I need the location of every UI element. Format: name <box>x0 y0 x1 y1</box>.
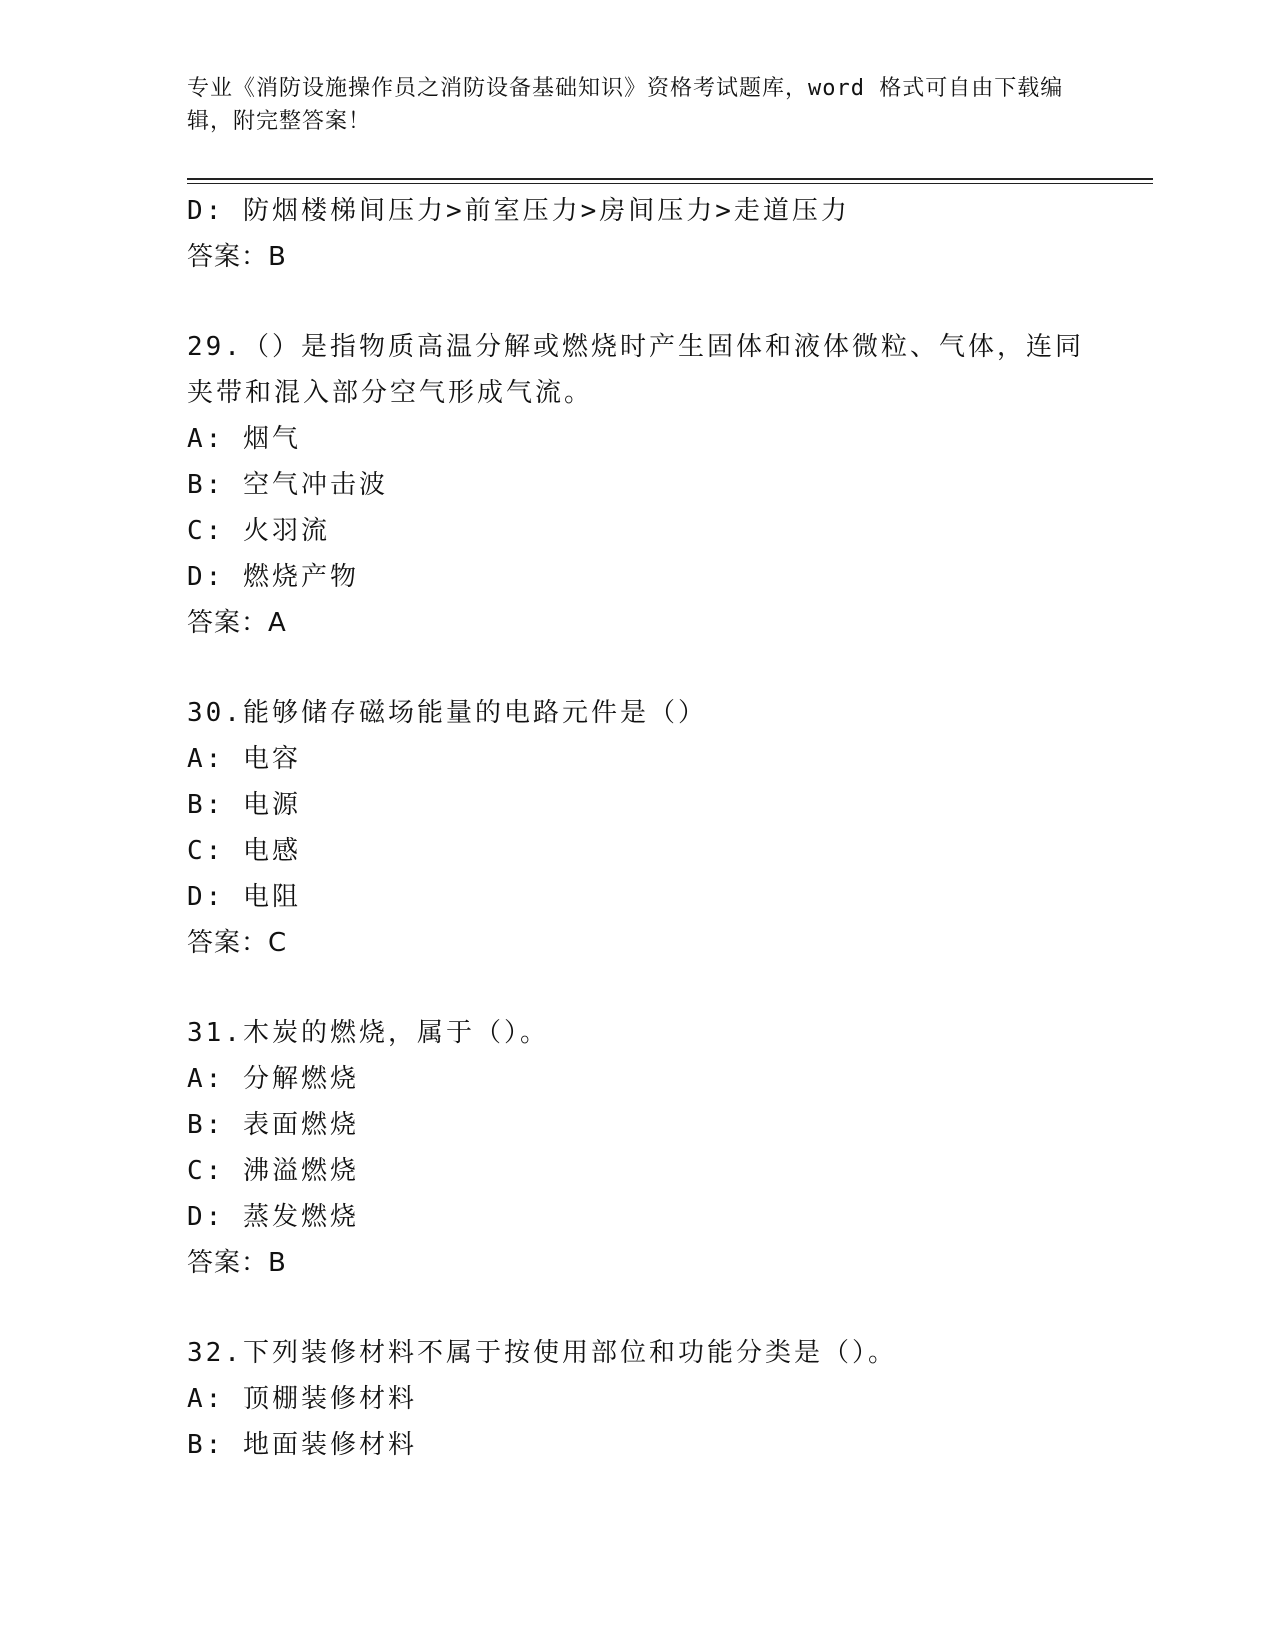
option-b: B: 表面燃烧 <box>187 1110 359 1140</box>
answer: 答案：A <box>187 608 287 638</box>
question-29 <box>187 324 1087 646</box>
option-d: D: 燃烧产物 <box>187 562 359 592</box>
option-a: A: 分解燃烧 <box>187 1064 359 1094</box>
option-d: D: 蒸发燃烧 <box>187 1202 359 1232</box>
question-31 <box>187 1010 1087 1286</box>
header-rule-thin <box>187 183 1153 184</box>
option-d: D: 防烟楼梯间压力>前室压力>房间压力>走道压力 <box>187 196 850 226</box>
option-b: B: 地面装修材料 <box>187 1430 417 1460</box>
question-stem: 30.能够储存磁场能量的电路元件是（） <box>187 698 707 728</box>
document-body <box>187 188 1087 1468</box>
answer: 答案：C <box>187 928 288 958</box>
option-b: B: 空气冲击波 <box>187 470 388 500</box>
question-stem: 29.（）是指物质高温分解或燃烧时产生固体和液体微粒、气体，连同 <box>187 332 1084 362</box>
option-c: C: 火羽流 <box>187 516 330 546</box>
option-c: C: 沸溢燃烧 <box>187 1156 359 1186</box>
answer: 答案：B <box>187 1248 287 1278</box>
question-28-tail <box>187 188 1087 280</box>
option-c: C: 电感 <box>187 836 301 866</box>
header-rule-thick <box>187 178 1153 180</box>
question-32 <box>187 1330 1087 1468</box>
option-a: A: 顶棚装修材料 <box>187 1384 417 1414</box>
question-stem-continued: 夹带和混入部分空气形成气流。 <box>187 378 594 408</box>
question-stem: 31.木炭的燃烧，属于（）。 <box>187 1018 549 1048</box>
answer: 答案：B <box>187 242 287 272</box>
question-30 <box>187 690 1087 966</box>
option-a: A: 电容 <box>187 744 301 774</box>
option-d: D: 电阻 <box>187 882 301 912</box>
option-b: B: 电源 <box>187 790 301 820</box>
page-header: 专业《消防设施操作员之消防设备基础知识》资格考试题库，word 格式可自由下载编辑，附完整答案！ <box>187 76 1064 134</box>
option-a: A: 烟气 <box>187 424 301 454</box>
question-stem: 32.下列装修材料不属于按使用部位和功能分类是（）。 <box>187 1338 897 1368</box>
